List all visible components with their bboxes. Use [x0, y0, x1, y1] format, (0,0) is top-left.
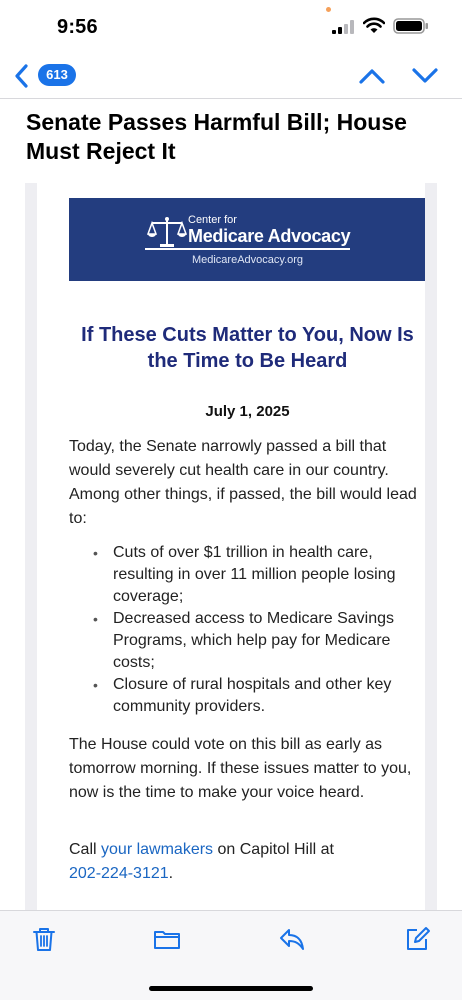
status-bar — [0, 0, 462, 54]
house-vote-paragraph: The House could vote on this bill as early as tomorrow morning. If these issues matter to you, now is the time to make your voice heard. — [69, 736, 412, 801]
banner-rule — [145, 248, 350, 250]
list-item-text: Closure of rural hospitals and other key community providers. — [113, 676, 392, 715]
org-banner[interactable] — [69, 198, 425, 281]
reply-icon[interactable] — [278, 925, 306, 953]
battery-icon — [393, 18, 429, 34]
list-item — [93, 674, 423, 718]
bullet-dot: • — [93, 545, 98, 561]
impact-list — [93, 542, 423, 718]
chevron-down-icon[interactable] — [410, 64, 440, 88]
email-subject: Senate Passes Harmful Bill; House Must Reject It — [26, 109, 407, 164]
folder-icon[interactable] — [153, 925, 181, 953]
mail-nav-bar — [0, 56, 462, 96]
email-body-area[interactable] — [25, 183, 437, 910]
privacy-indicator-dot — [326, 7, 331, 12]
email-headline: If These Cuts Matter to You, Now Is the Time to Be Heard — [81, 324, 414, 372]
bullet-dot: • — [93, 677, 98, 693]
message-count-badge[interactable]: 613 — [38, 64, 76, 86]
call-middle: on Capitol Hill at — [213, 841, 334, 858]
scales-of-justice-icon — [147, 215, 187, 249]
email-date: July 1, 2025 — [205, 403, 290, 420]
chevron-up-icon[interactable] — [357, 64, 387, 88]
list-item — [93, 542, 423, 608]
email-content — [37, 183, 425, 910]
call-prefix: Call — [69, 841, 102, 858]
call-to-action-paragraph — [69, 838, 419, 886]
intro-paragraph: Today, the Senate narrowly passed a bill that would severely cut health care in our country. Among other things, if passed, the bill would lead to: — [69, 438, 417, 527]
bullet-dot: • — [93, 611, 98, 627]
trash-icon[interactable] — [30, 925, 58, 953]
phone-link[interactable]: 202-224-3121 — [69, 865, 169, 882]
list-item-text: Cuts of over $1 trillion in health care, resulting in over 11 million people losing coverage; — [113, 544, 396, 605]
list-item — [93, 608, 423, 674]
compose-icon[interactable] — [403, 925, 431, 953]
org-url: MedicareAdvocacy.org — [191, 254, 304, 266]
org-name: Medicare Advocacy — [188, 226, 351, 246]
status-time: 9:56 — [57, 16, 98, 38]
list-item-text: Decreased access to Medicare Savings Programs, which help pay for Medicare costs; — [113, 610, 395, 671]
lawmakers-link[interactable]: your lawmakers — [101, 841, 214, 858]
bottom-toolbar — [0, 911, 462, 1000]
org-name-line1: Center for — [188, 214, 237, 226]
cellular-signal-icon — [332, 20, 356, 34]
home-indicator — [149, 986, 313, 991]
nav-divider — [0, 98, 462, 99]
chevron-left-icon[interactable] — [12, 62, 32, 90]
call-suffix: . — [168, 865, 174, 882]
wifi-icon — [363, 17, 385, 34]
